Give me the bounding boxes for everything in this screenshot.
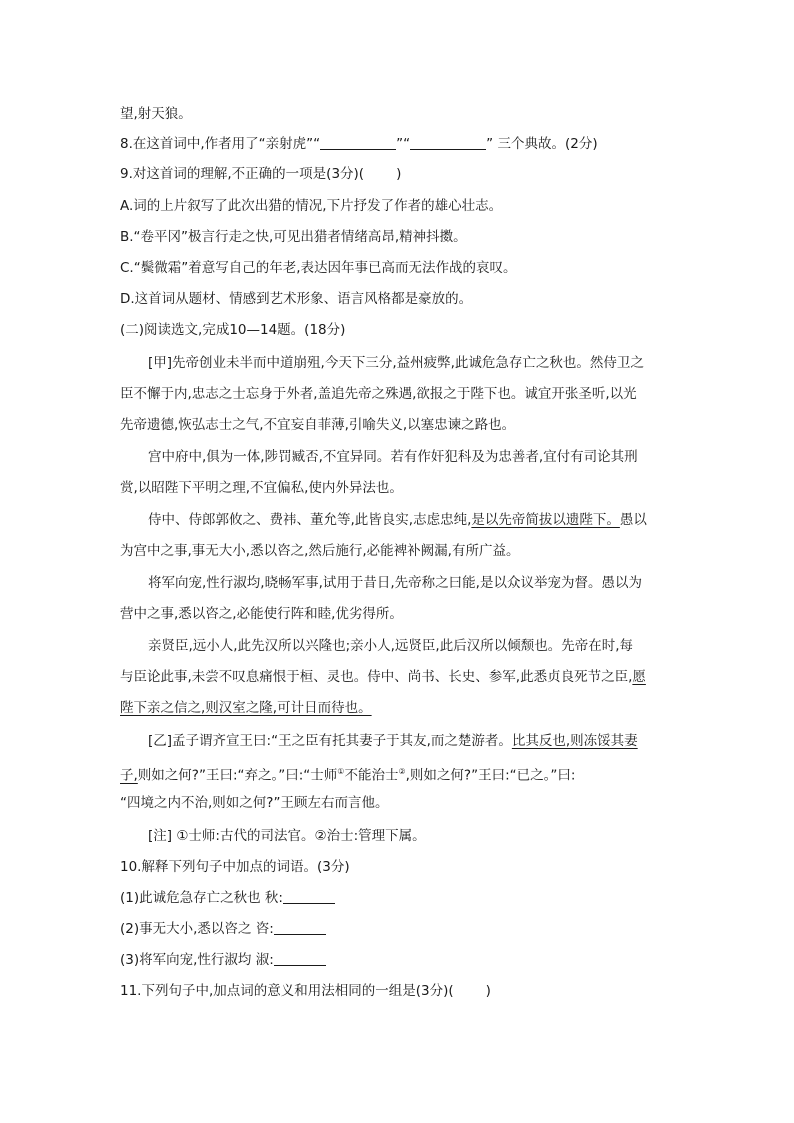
option-a: A.词的上片叙写了此次出猎的情况,下片抒发了作者的雄心壮志。 — [120, 198, 503, 214]
passage-text: 不能治士 — [344, 767, 399, 784]
passage-text: 与臣论此事,未尝不叹息痛恨于桓、灵也。侍中、尚书、长史、参军,此悉贞良死节之臣, — [120, 669, 633, 685]
question-8: 8.在这首词中,作者用了“亲射虎”“ ”“ ” 三个典故。(2分) — [120, 136, 598, 152]
option-d: D.这首词从题材、情感到艺术形象、语言风格都是豪放的。 — [120, 291, 473, 307]
passage-yi-line — [148, 731, 638, 751]
passage-text: 愚以 — [619, 512, 647, 528]
paren-close: ) — [396, 166, 402, 182]
question-10-item — [120, 888, 335, 908]
question-9 — [120, 164, 401, 184]
passage-jia-line — [120, 698, 372, 718]
question-11 — [120, 981, 491, 1001]
question-9-text: 9.对这首词的理解,不正确的一项是(3分)( — [120, 166, 365, 182]
footnote: [注] ①士师:古代的司法官。②治士:管理下属。 — [148, 828, 426, 844]
passage-jia-line: 先帝遗德,恢弘志士之气,不宜妄自菲薄,引喻失义,以塞忠谏之路也。 — [120, 417, 516, 433]
underlined-sentence: 愿 — [632, 669, 646, 685]
section-2-heading: (二)阅读选文,完成10—14题。(18分) — [120, 322, 346, 338]
question-10: 10.解释下列句子中加点的词语。(3分) — [120, 859, 350, 875]
passage-jia-line: 臣不懈于内,忠志之士忘身于外者,盖追先帝之殊遇,欲报之于陛下也。诚宜开张圣听,以光 — [120, 386, 637, 402]
question-8-allusion-1: “亲射虎” — [258, 136, 314, 152]
footnote-marker: ① — [337, 767, 345, 776]
footnote-marker: ② — [398, 767, 406, 776]
item-text: (3)将军向宠,性行淑均 淑: — [120, 952, 274, 968]
question-10-item — [120, 950, 326, 970]
item-text: (1)此诚危急存亡之秋也 秋: — [120, 890, 283, 906]
question-10-item — [120, 919, 326, 939]
answer-blank[interactable] — [274, 920, 326, 935]
passage-text: ,则如之何?”王曰:“已之。”曰: — [405, 767, 576, 784]
passage-text: 侍中、侍郎郭攸之、费祎、董允等,此皆良实,志虑忠纯, — [148, 512, 472, 528]
poem-ending-line: 望,射天狼。 — [120, 106, 192, 122]
passage-jia-line: [甲]先帝创业未半而中道崩殂,今天下三分,益州疲弊,此诚危急存亡之秋也。然侍卫之 — [148, 355, 644, 371]
underlined-sentence: 比其反也,则冻馁其妻 — [511, 733, 638, 749]
underlined-sentence: 陛下亲之信之,则汉室之隆,可计日而待也。 — [120, 700, 372, 716]
question-11-text: 11.下列句子中,加点词的意义和用法相同的一组是(3分)( — [120, 983, 454, 999]
passage-jia-line — [120, 667, 646, 687]
question-8-text: 8.在这首词中,作者用了 — [120, 136, 259, 152]
passage-text: [乙]孟子谓齐宣王曰:“王之臣有托其妻子于其友,而之楚游者。 — [148, 733, 512, 749]
passage-jia-line: 营中之事,悉以咨之,必能使行阵和睦,优劣得所。 — [120, 606, 403, 622]
underlined-sentence: 子, — [120, 767, 138, 784]
quote-marks: ”“ — [396, 136, 411, 152]
answer-blank-1[interactable] — [320, 135, 396, 150]
passage-jia-line: 将军向宠,性行淑均,晓畅军事,试用于昔日,先帝称之曰能,是以众议举宠为督。愚以为 — [148, 575, 642, 591]
passage-jia-line: 亲贤臣,远小人,此先汉所以兴隆也;亲小人,远贤臣,此后汉所以倾颓也。先帝在时,每 — [148, 638, 634, 654]
answer-blank-2[interactable] — [410, 135, 486, 150]
passage-jia-line: 赏,以昭陛下平明之理,不宜偏私,使内外异法也。 — [120, 480, 403, 496]
passage-text: 则如之何?”王曰:“弃之。”曰:“士师 — [137, 767, 338, 784]
passage-jia-line: 宫中府中,俱为一体,陟罚臧否,不宜异同。若有作奸犯科及为忠善者,宜付有司论其刑 — [148, 449, 638, 465]
passage-yi-line: “四境之内不治,则如之何?”王顾左右而言他。 — [120, 795, 389, 811]
option-b: B.“卷平冈”极言行走之快,可见出猎者情绪高昂,精神抖擞。 — [120, 229, 467, 245]
question-8-tail: 三个典故。(2分) — [497, 136, 598, 152]
item-text: (2)事无大小,悉以咨之 咨: — [120, 921, 274, 937]
passage-yi-line — [120, 762, 575, 786]
paren-close: ) — [485, 983, 491, 999]
underlined-sentence: 是以先帝简拔以遗陛下。 — [471, 512, 620, 528]
passage-jia-line: 为宫中之事,事无大小,悉以咨之,然后施行,必能裨补阙漏,有所广益。 — [120, 543, 520, 559]
passage-jia-line — [148, 510, 647, 530]
quote-mark: ” — [486, 136, 494, 152]
answer-blank[interactable] — [274, 951, 326, 966]
answer-blank[interactable] — [283, 889, 335, 904]
option-c: C.“鬓微霜”着意写自己的年老,表达因年事已高而无法作战的哀叹。 — [120, 260, 517, 276]
